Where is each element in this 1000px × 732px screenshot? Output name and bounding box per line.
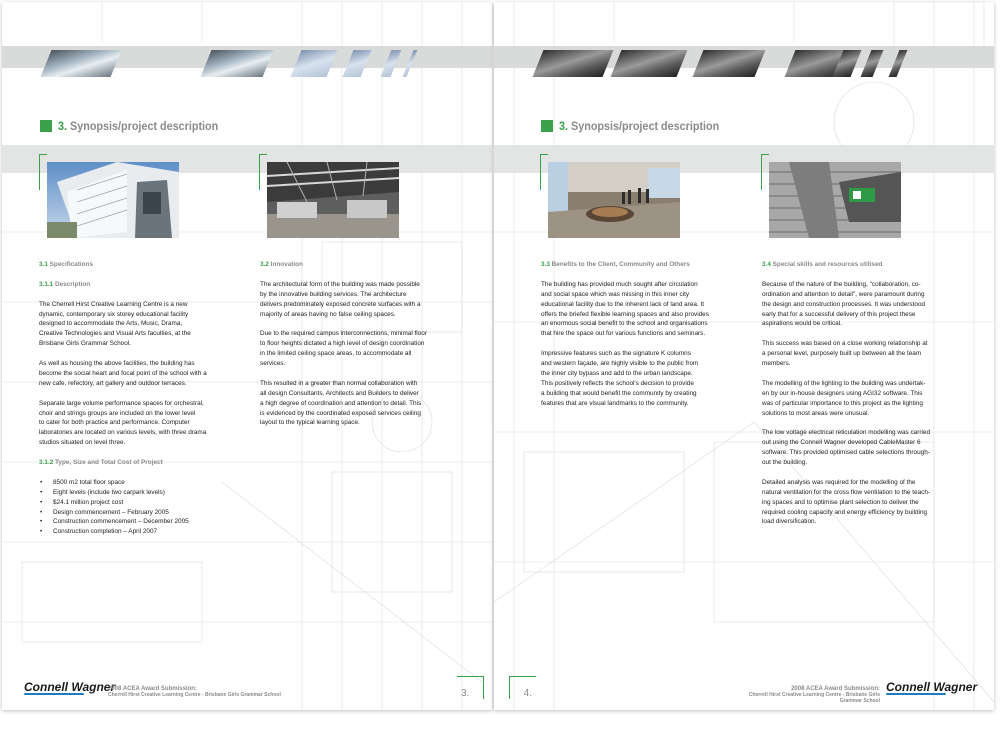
heading-number: 3.1: [39, 261, 48, 268]
exposed-ceiling-services-photo: [267, 162, 399, 238]
header-photo-strip: [693, 50, 766, 77]
paragraph: Detailed analysis was required for the modelling of the natural ventilation for the cross flow ventilation to the teach- ing spaces and to optimise plant selection to deliver the required cooling capacity and energy efficiency by building load diversification.: [762, 478, 931, 526]
header-photo-strip: [533, 50, 614, 77]
right-column: [260, 260, 460, 438]
header-photo-strip: [41, 50, 122, 77]
heading-number: 3.1.2: [39, 459, 54, 467]
heading-number: 3.1.1: [39, 280, 54, 288]
heading-number: 3.2: [260, 261, 269, 268]
green-square-icon: [541, 120, 553, 132]
project-facts-list: [39, 478, 239, 537]
heading-description: Description: [55, 280, 91, 288]
paragraph: The building has provided much sought after circulation and social space which was missing in this inner city educational facility due to the inherent lack of land area. It offers the briefed flexible learning spaces and also provides an enormous social benefit to the school and organisations that hire the space out for various functions and seminars.: [541, 280, 709, 338]
page-number: 3.: [457, 676, 484, 699]
section-number: 3.: [58, 119, 68, 133]
section-title: Synopsis/project description: [70, 119, 219, 133]
paragraph: This resulted in a greater than normal collaboration with all design Consultants, Architects and Builders to deliver a high degree of coordination and attention to detail. This is evidenced by the coordinated exposed services ceiling layout to the typical learning space.: [260, 379, 422, 427]
paragraph: Because of the nature of the building, "collaboration, co- ordination and attention to detail", were paramount during the design and construction processes. It was understood early that for a successful delivery of this project these aspirations would be critical.: [762, 280, 926, 328]
right-page: [494, 2, 994, 710]
footer-submission-text: 2008 ACEA Award Submission: Cherrell Hirst Creative Learning Centre - Brisbane Girls Grammar School: [108, 686, 281, 698]
connell-wagner-logo: Connell Wagner: [24, 680, 116, 694]
list-item: • Eight levels (include two carpark levels): [53, 488, 239, 498]
paragraph: This success was based on a close working relationship at a personal level, purposely built up between all the team members.: [762, 340, 928, 368]
header-photo-strip: [201, 50, 274, 77]
heading-number: 3.3: [541, 261, 550, 268]
paragraph: Impressive features such as the signature K columns and western façade, are highly visible to the public from the inner city bypass and add to the urban landscape. This positively reflects the school's decision to provide a building that would benefit the community by creating features that are visual landmarks to the community.: [541, 350, 699, 407]
building-exterior-photo: [47, 162, 179, 238]
paragraph: The modelling of the lighting to the building was undertak- en by our in-house designers using AGI32 software. This was of particular importance to this project as the lighting solutions to most areas were unusual.: [762, 379, 926, 417]
list-item: • Construction commencement – December 2005: [53, 517, 239, 527]
page-number: 4.: [509, 676, 536, 699]
heading-type-size-cost: Type, Size and Total Cost of Project: [55, 459, 163, 467]
left-column: [39, 260, 239, 537]
paragraph: The low voltage electrical reticulation modelling was carried out using the Connell Wagner developed CableMaster 6 software. This provided optimised cable selections through- out the building.: [762, 429, 931, 467]
section-title: Synopsis/project description: [571, 119, 720, 133]
list-item: • 8500 m2 total floor space: [53, 478, 239, 488]
heading-number: 3.4: [762, 261, 771, 268]
heading-benefits: Benefits to the Client, Community and Others: [551, 261, 690, 268]
left-column: [541, 260, 741, 418]
exit-sign-structure-photo: [769, 162, 901, 238]
paragraph: As well as housing the above facilities, the building has become the social heart and focal point of the school with a new cafe, refectory, art gallery and outdoor terraces.: [39, 360, 207, 387]
green-square-icon: [40, 120, 52, 132]
header-photo-strip: [611, 50, 688, 77]
heading-special-skills: Special skills and resources utilised: [772, 261, 883, 268]
left-page: [2, 2, 492, 710]
paragraph: Due to the required campus interconnections, minimal floor to floor heights dictated a high level of design coordination in the limited ceiling space areas, to accommodate all services.: [260, 330, 427, 368]
section-heading: [40, 119, 236, 133]
section-number: 3.: [559, 119, 569, 133]
paragraph: The architectural form of the building was made possible by the innovative building services. The architecture delivers predominately exposed concrete surfaces with a majority of areas having no false ceiling spaces.: [260, 280, 421, 318]
heading-innovation: Innovation: [270, 261, 303, 268]
paragraph: The Cherrell Hirst Creative Learning Centre is a new dynamic, contemporary six storey educational facility designed to accommodate the Arts, Music, Drama, Creative Technologies and Visual Arts faculties, at the Brisbane Girls Grammar School.: [39, 300, 191, 348]
paragraph: Separate large volume performance spaces for orchestral, choir and strings groups are included on the lower level to cater for both practice and performance. Computer laboratories are located on various levels, with three drama studios situated on level three.: [39, 399, 207, 447]
interior-learning-space-photo: [548, 162, 680, 238]
heading-specifications: Specifications: [49, 261, 93, 268]
list-item: • $24.1 million project cost: [53, 498, 239, 508]
right-column: [762, 260, 962, 537]
footer-submission-text: 2008 ACEA Award Submission: Cherrell Hirst Creative Learning Centre - Brisbane Girls Grammar School: [748, 686, 880, 704]
section-heading: [541, 119, 737, 133]
connell-wagner-logo: Connell Wagner: [886, 680, 978, 694]
list-item: • Construction completion – April 2007: [53, 527, 239, 537]
list-item: • Design commencement – February 2005: [53, 508, 239, 518]
